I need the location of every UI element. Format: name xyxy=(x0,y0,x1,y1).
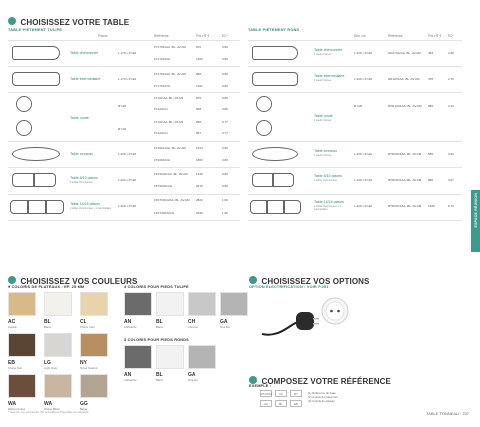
round-table-drawing xyxy=(16,120,32,136)
table-drawing xyxy=(267,200,284,214)
row-ec: 1,60 xyxy=(222,211,228,215)
ronds-code: AN xyxy=(124,372,132,378)
row-dims: Ø 120 xyxy=(354,104,363,108)
row-sub: 2 tables chevronnées xyxy=(314,179,337,182)
plateau-swatch xyxy=(80,374,108,398)
row-price: 478 xyxy=(428,77,434,81)
row-sub: 2 tables chevronnées + 1 intermédiaire xyxy=(314,205,341,211)
barrel-table-drawing xyxy=(12,147,60,161)
tulipe-swatch xyxy=(220,292,248,316)
legend-line: (2) Coloris du piètement xyxy=(308,395,338,399)
row-ref: FFT20012AA..BL..AV.AM xyxy=(154,172,188,176)
row-price: 1914 xyxy=(196,146,203,150)
side-tab-label: ESPACE RÉUNION xyxy=(474,193,478,228)
table-drawing xyxy=(12,72,60,86)
plateau-swatch xyxy=(80,292,108,316)
tulipe-code: CH xyxy=(188,319,196,325)
row-price: 880 xyxy=(428,178,434,182)
ronds-name: Gris Alu xyxy=(188,378,198,382)
tulipe-name: Gris Alu xyxy=(220,325,230,329)
tulipe-swatch xyxy=(188,292,216,316)
row-dims: L.200 x P.120 xyxy=(118,178,137,182)
header-dims: Dim. cm xyxy=(354,34,366,38)
table-drawing xyxy=(28,200,46,214)
ref-box: FT17012 xyxy=(261,392,273,396)
tulipe-code: GA xyxy=(220,319,228,325)
palette-icon xyxy=(8,276,16,284)
page-footer: TABLE TONNEAU / 237 xyxy=(426,411,469,416)
row-ref: FT12OCH xyxy=(154,107,168,111)
tulipe-code: AN xyxy=(124,319,132,325)
row-ref: FFFT20012AA..BL..AV.AM xyxy=(154,198,190,202)
options-subtitle: OPTION ÉLECTRIFICATION : VOIR P.251 xyxy=(249,285,329,289)
plateau-name: Beige xyxy=(80,407,88,411)
legend-line: (1) Référence de base xyxy=(308,391,336,395)
row-ref: FT12OCH xyxy=(154,131,168,135)
plus-icon xyxy=(249,276,257,284)
row-ec: 2,98 xyxy=(448,51,454,55)
row-ref: RTR20O1AA..BL..AV.AM xyxy=(388,152,422,156)
round-table-drawing xyxy=(256,96,272,112)
tulipe-swatch xyxy=(124,292,152,316)
ref-box: AA xyxy=(260,400,272,407)
row-ec: 1,60 xyxy=(222,198,228,202)
row-ec: 8,79 xyxy=(448,204,454,208)
plateau-swatch xyxy=(44,333,72,357)
row-dims: Ø 120 xyxy=(118,104,127,108)
row-price: 484 xyxy=(428,51,434,55)
plateau-swatch xyxy=(8,374,36,398)
barrel-table-drawing xyxy=(252,147,298,161)
reference-example-label: EXEMPLE : xyxy=(249,384,272,388)
row-ref: FT17012AA..BL..AV.AM xyxy=(154,72,186,76)
row-name: Table tonneau xyxy=(314,149,337,153)
row-dims: L.200 x P.120 xyxy=(354,77,373,81)
row-sub: 4 pieds 6 livrées xyxy=(314,79,332,82)
footer-number: 237 xyxy=(462,411,469,416)
section-title: CHOISISSEZ VOTRE TABLE xyxy=(20,18,130,27)
row-ec: 0,80 xyxy=(222,84,228,88)
row-ref: FT20012AA..BL..AV.AM xyxy=(154,146,186,150)
row-ref: FT12OAA..BL..AV.AM xyxy=(154,96,184,100)
row-ec: 0,77 xyxy=(222,120,228,124)
row-ec: 0,80 xyxy=(222,184,228,188)
round-table-drawing xyxy=(16,96,32,112)
row-ref: FFT20012CH xyxy=(154,184,173,188)
round-table-drawing xyxy=(256,120,272,136)
row-price: 2822 xyxy=(196,198,203,202)
ronds-code: BL xyxy=(156,372,163,378)
plateau-code: WA xyxy=(44,401,53,407)
reference-title: COMPOSEZ VOTRE RÉFÉRENCE xyxy=(261,377,391,386)
row-sub: 4 pieds 6 livrées xyxy=(314,154,332,157)
plateau-code: WA xyxy=(8,401,17,407)
row-ec: 0,86 xyxy=(222,96,228,100)
row-dims: L.170 x P.120 xyxy=(118,77,137,81)
plateaux-title: 9 COLORIS DE PLATEAUX : EP. 25 MM xyxy=(8,285,85,289)
row-ref: FT20012CH xyxy=(154,158,171,162)
table-drawing xyxy=(252,46,298,60)
plateau-name: Acacia xyxy=(8,325,17,329)
row-price: 3436 xyxy=(196,211,203,215)
row-dims: L.200 x P.120 xyxy=(354,178,373,182)
plateau-name: Chêne Blanc xyxy=(44,407,61,411)
row-ref: FFFT20012CH xyxy=(154,211,175,215)
row-ref: RTR20O1AA..BL..AV.AM xyxy=(388,178,422,182)
row-ec: 0,86 xyxy=(222,107,228,111)
plateau-code: CL xyxy=(80,319,87,325)
row-price: 1190 xyxy=(196,84,203,88)
tulipe-name: Chrome xyxy=(188,325,198,329)
ref-box: BY xyxy=(290,390,302,397)
plateau-swatch xyxy=(44,374,72,398)
row-price: 1365 xyxy=(428,204,435,208)
row-ref: FT17012CH xyxy=(154,57,171,61)
row-ec: 3,67 xyxy=(448,178,454,182)
row-ref: NR12O1AA..BL..AV.AM xyxy=(388,77,420,81)
row-ec: 2,79 xyxy=(448,77,454,81)
row-price: 2470 xyxy=(196,184,203,188)
row-price: 580 xyxy=(428,152,434,156)
left-table xyxy=(8,34,240,234)
table-drawing xyxy=(34,173,56,187)
tulipe-swatch xyxy=(156,292,184,316)
ronds-swatch xyxy=(188,345,216,369)
header-ec: EC* xyxy=(222,34,228,38)
tulipe-code: BL xyxy=(156,319,163,325)
row-ec: 2,33 xyxy=(448,104,454,108)
options-title: CHOISISSEZ VOS OPTIONS xyxy=(261,277,370,286)
row-ec: 4,90 xyxy=(448,152,454,156)
row-sub: 4 pieds 6 livrées xyxy=(314,53,332,56)
colors-title: CHOISISSEZ VOS COULEURS xyxy=(20,277,138,286)
row-price: 1160 xyxy=(196,57,203,61)
table-drawing xyxy=(46,200,64,214)
ref-box: BL xyxy=(275,400,287,407)
header-reference: Référence xyxy=(154,34,169,38)
row-ec: 0,77 xyxy=(222,131,228,135)
row-sub: 2 tables chevronnées xyxy=(70,181,93,184)
row-name: Table tonneau xyxy=(70,152,93,156)
row-price: 998 xyxy=(196,72,202,76)
plateau-code: LG xyxy=(44,360,51,366)
row-price: 880 xyxy=(428,104,434,108)
row-price: 870 xyxy=(196,96,202,100)
tulipe-name: Anthracite xyxy=(124,325,137,329)
plateau-name: Blanc xyxy=(44,325,51,329)
pencil-icon xyxy=(249,376,257,384)
table-drawing xyxy=(284,200,301,214)
row-ec: 0,80 xyxy=(222,158,228,162)
row-ref: RXR12O1AA..BL..AV.AM xyxy=(388,104,422,108)
reference-legend xyxy=(308,391,338,403)
row-price: 970 xyxy=(196,45,202,49)
row-price: 868 xyxy=(196,120,202,124)
plateau-swatch xyxy=(44,292,72,316)
row-name: Table chevronnée xyxy=(70,51,99,55)
row-dims: L.200 x P.120 xyxy=(354,204,373,208)
row-dims: L.200 x P.120 xyxy=(118,152,137,156)
plateau-name: Walnut Amber xyxy=(8,407,26,411)
right-table-title: TABLE PIÉTEMENT ROND xyxy=(248,28,300,32)
table-drawing xyxy=(12,46,60,60)
tulipe-title: 4 COLORIS POUR PIEDS TULIPE xyxy=(124,285,189,289)
row-ec: 0,80 xyxy=(222,172,228,176)
row-name: Table intermédiaire xyxy=(70,77,101,81)
ronds-swatch xyxy=(156,345,184,369)
row-ref: FT17012AA..BL..AV.AM xyxy=(154,45,186,49)
row-name: Table 8/10 places xyxy=(314,174,342,178)
header-reference: Référence xyxy=(388,34,403,38)
ref-box: AA xyxy=(275,390,287,397)
row-ec: 0,80 xyxy=(222,57,228,61)
row-name: Table chevronnée xyxy=(314,48,343,52)
row-name: Table 14/16 places xyxy=(70,202,100,206)
plateau-code: BL xyxy=(44,319,51,325)
row-dims: Ø 120 xyxy=(118,127,127,131)
plateau-swatch xyxy=(80,333,108,357)
row-dims: L.170 x P.120 xyxy=(118,51,137,55)
right-table xyxy=(248,34,462,234)
table-drawing xyxy=(12,173,34,187)
table-drawing xyxy=(252,72,298,86)
row-name: Table ronde xyxy=(70,116,89,120)
row-price: 1860 xyxy=(196,158,203,162)
header-price: Prix HT € xyxy=(196,34,210,38)
plateau-code: GG xyxy=(80,401,88,407)
row-ref: GR17012AA..BL..AV.AM xyxy=(388,51,421,55)
row-name: Table 8/10 places xyxy=(70,176,98,180)
row-ref: FT12OAA..BL..AV.AM xyxy=(154,120,184,124)
row-ref: FT17012CH xyxy=(154,84,171,88)
row-sub: 4 pieds 6 livrées xyxy=(314,119,332,122)
row-price: 957 xyxy=(196,131,202,135)
ronds-title: 3 COLORIS POUR PIEDS RONDS xyxy=(124,338,189,342)
left-table-title: TABLE PIÉTEMENT TULIPE xyxy=(8,28,63,32)
footnote: * Nuancier non contractuel. Voir échantillons disponibles sur demande. xyxy=(8,411,90,414)
row-sub: 2 tables chevronnées + 1 intermédiaire xyxy=(70,207,112,210)
row-name: Table intermédiaire xyxy=(314,74,345,78)
plateau-swatch xyxy=(8,333,36,357)
legend-line: (3) Coloris du plateau xyxy=(308,399,335,403)
row-dims: L.200 x P.120 xyxy=(354,152,373,156)
table-drawing xyxy=(250,200,267,214)
plateau-name: Chêne Noir xyxy=(8,366,23,370)
row-ec: 0,80 xyxy=(222,72,228,76)
footer-page: TABLE TONNEAU xyxy=(426,411,459,416)
row-name: Table ronde xyxy=(314,114,333,118)
header-price: Prix HT € xyxy=(428,34,442,38)
tulipe-name: Blanc xyxy=(156,325,163,329)
header-places: Places xyxy=(98,34,108,38)
row-name: Table 14/16 places xyxy=(314,200,344,204)
plateau-code: EB xyxy=(8,360,15,366)
table-drawing xyxy=(252,173,273,187)
row-price: 1345 xyxy=(196,172,203,176)
ronds-name: Anthracite xyxy=(124,378,137,382)
plateau-name: Light Gray xyxy=(44,366,57,370)
socket-icon xyxy=(320,296,350,326)
ronds-name: Blanc xyxy=(156,378,163,382)
table-icon xyxy=(8,17,16,25)
row-ref: RTR20O1AA..BL..AV.AM xyxy=(388,204,422,208)
ronds-code: GA xyxy=(188,372,196,378)
table-drawing xyxy=(10,200,28,214)
plateau-name: Chêne Clair xyxy=(80,325,95,329)
ronds-swatch xyxy=(124,345,152,369)
plateau-name: Noyer Naturel xyxy=(80,366,98,370)
plateau-code: AC xyxy=(8,319,16,325)
row-ec: 0,80 xyxy=(222,146,228,150)
plateau-swatch xyxy=(8,292,36,316)
row-dims: L.200 x P.120 xyxy=(118,204,137,208)
table-drawing xyxy=(273,173,294,187)
row-dims: L.200 x P.120 xyxy=(354,51,373,55)
header-ec: EC* xyxy=(448,34,454,38)
row-ec: 0,80 xyxy=(222,45,228,49)
plateau-code: NY xyxy=(80,360,87,366)
ref-box: EB xyxy=(290,400,302,407)
row-price: 928 xyxy=(196,107,202,111)
